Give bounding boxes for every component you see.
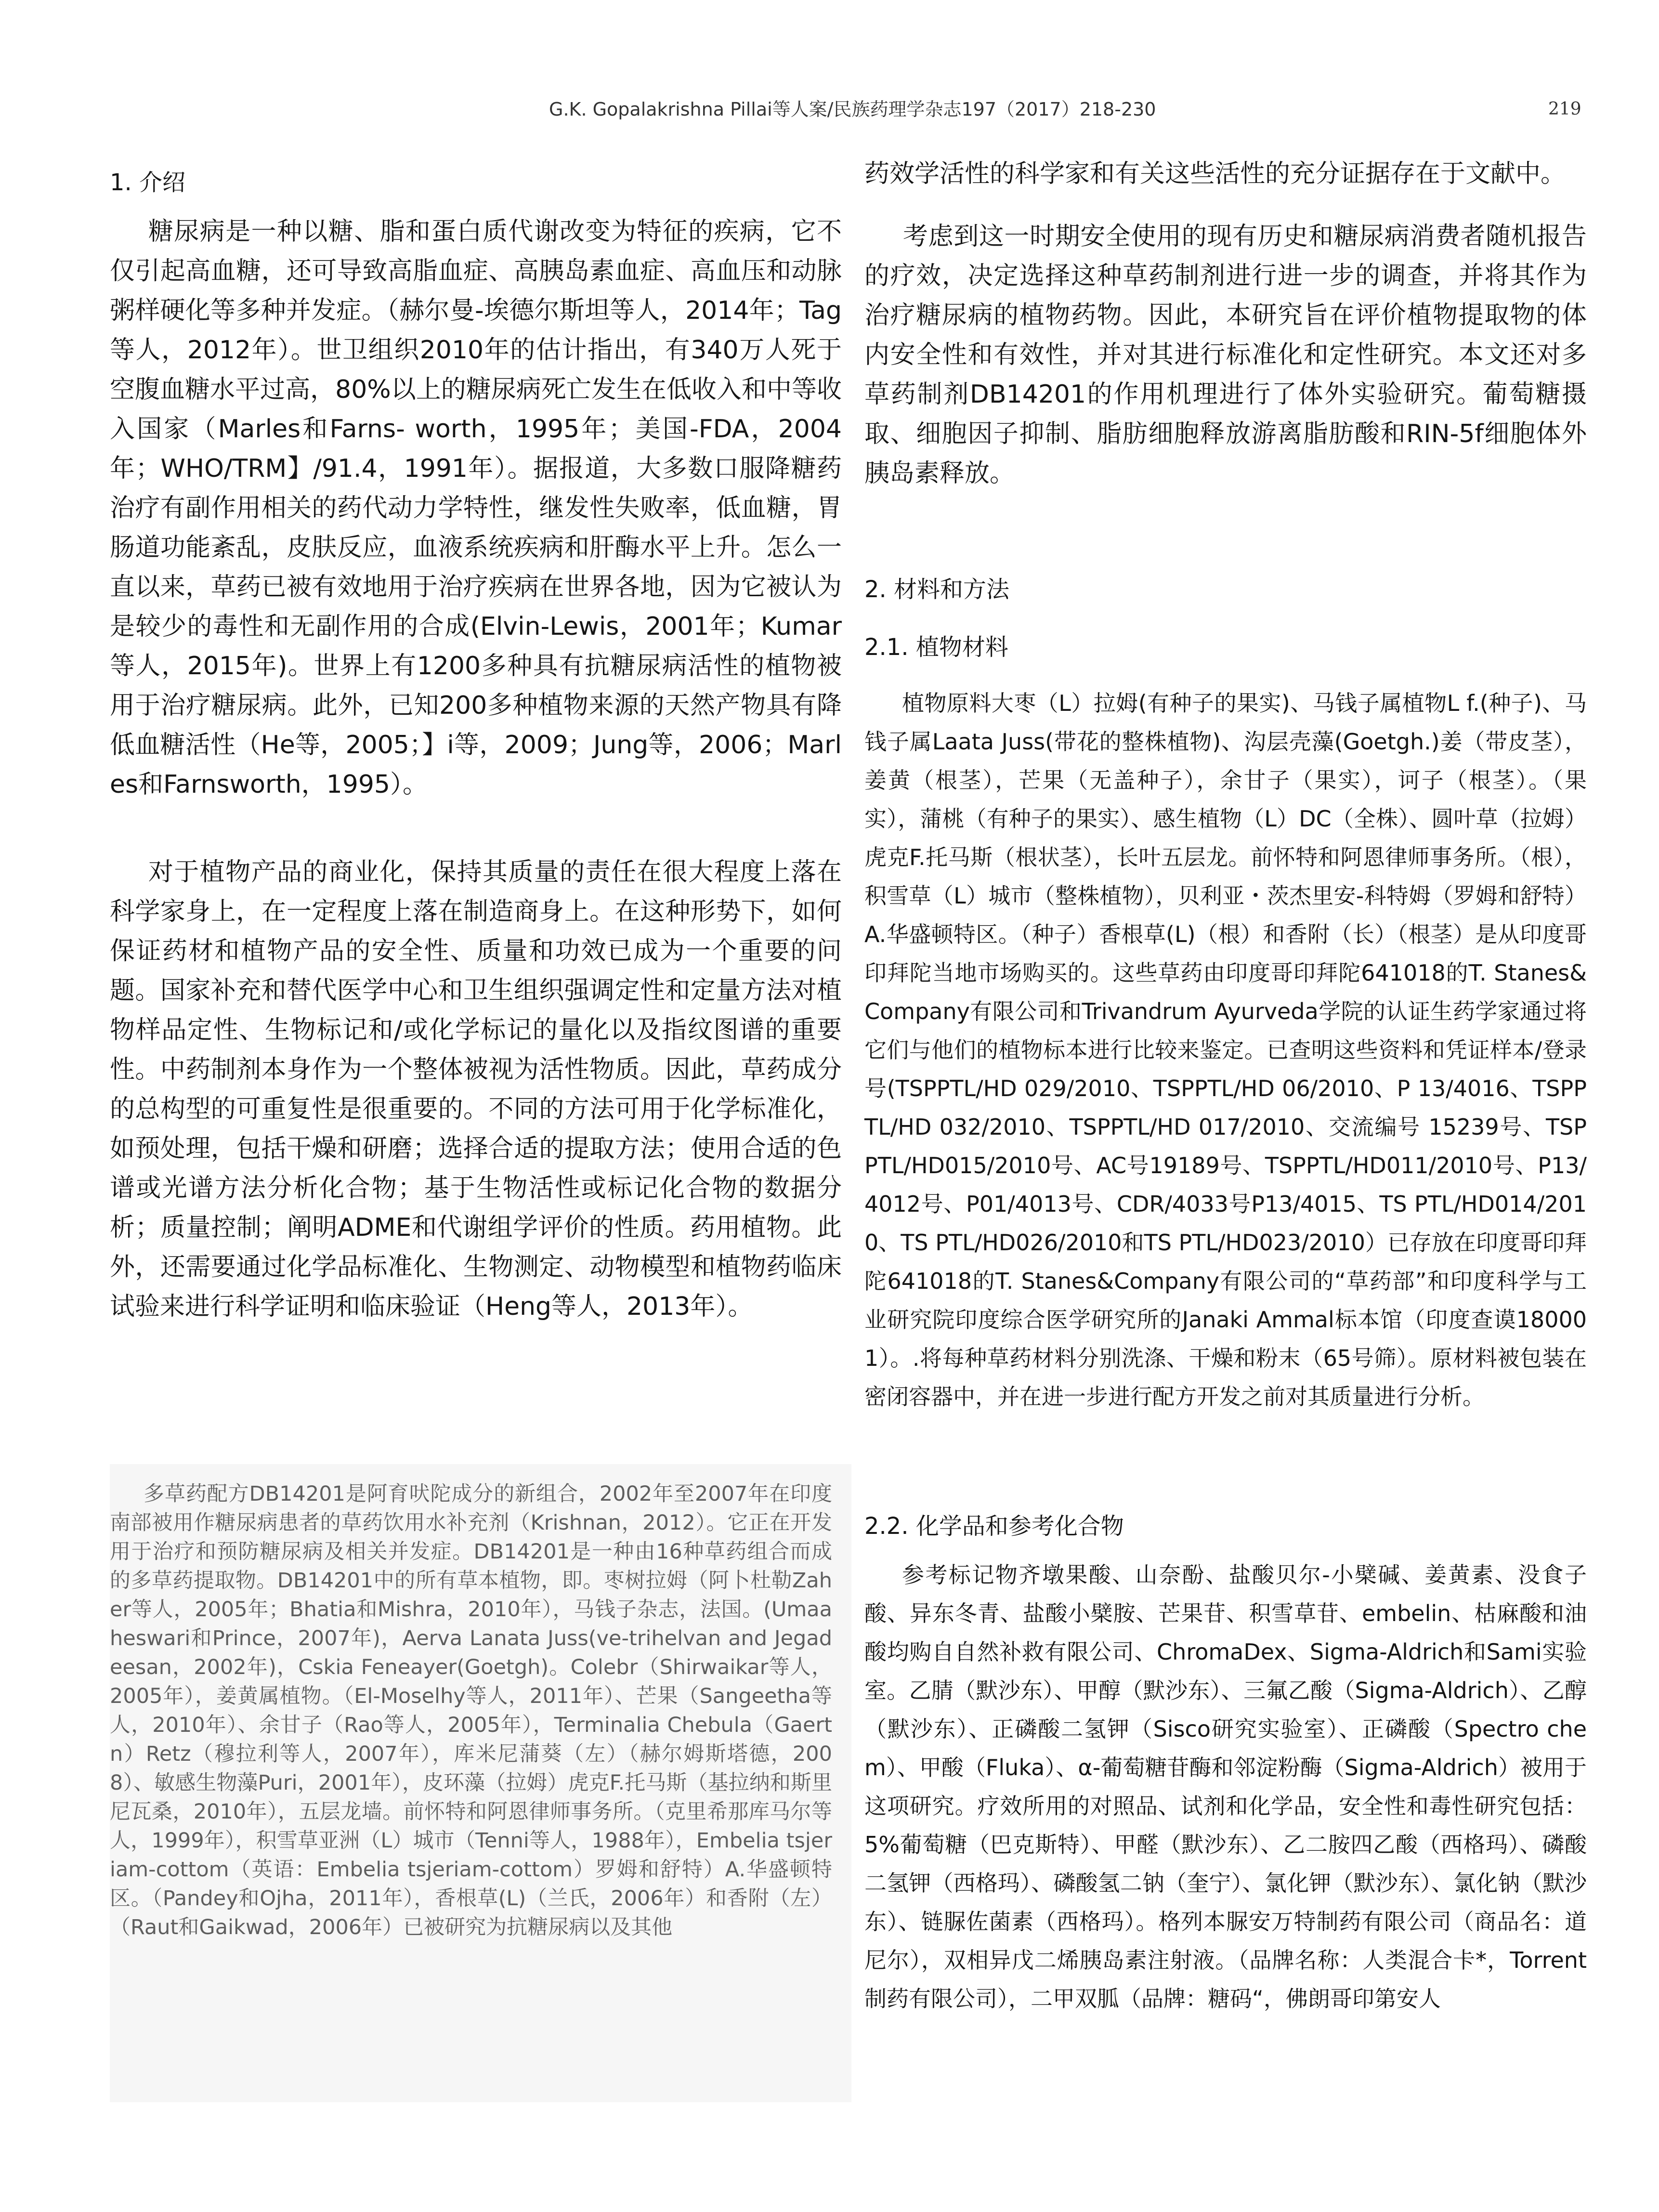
chemicals-paragraph: 参考标记物齐墩果酸、山奈酚、盐酸贝尔-小檗碱、姜黄素、没食子酸、异东冬青、盐酸小檗胺、芒果苷、积雪草苷、embelin、枯麻酸和油酸均购自自然补救有限公司、ChromaDex、Sigma-Aldrich和Sami实验室。乙腈（默沙东）、甲醇（默沙东）、三氟乙酸（Sigma-Aldrich）、乙醇（默沙东）、正磷酸二氢钾（Sisco研究实验室）、正磷酸（Spectro chem）、甲酸（Fluka）、α-葡萄糖苷酶和邻淀粉酶（Sigma-Aldrich）被用于这项研究。疗效所用的对照品、试剂和化学品，安全性和毒性研究包括：5%葡萄糖（巴克斯特）、甲醛（默沙东）、乙二胺四乙酸（西格玛）、磷酸二氢钾（西格玛）、磷酸氢二钠（奎宁）、氯化钾（默沙东）、氯化钠（默沙东）、链脲佐菌素（西格玛）。格列本脲安万特制药有限公司（商品名：道尼尔），双相异戊二烯胰岛素注射液。（品牌名称：人类混合卡*，Torrent制药有限公司），二甲双胍（品牌：糖码“，佛朗哥印第安人	[864, 1562, 1587, 2012]
intro-paragraph-3: 多草药配方DB14201是阿育吠陀成分的新组合，2002年至2007年在印度南部被用作糖尿病患者的草药饮用水补充剂（Krishnan，2012）。它正在开发用于治疗和预防糖尿病及相关并发症。DB14201是一种由16种草药组合而成的多草药提取物。DB14201中的所有草本植物，即。枣树拉姆（阿卜杜勒Zaher等人，2005年；Bhatia和Mishra，2010年），马钱子杂志，法国。(Umaaheswari和Prince，2007年)，Aerva Lanata Juss(ve-trihelvan and Jegadeesan，2002年)，Cskia Feneayer(Goetgh)。Colebr（Shirwaikar等人，2005年），姜黄属植物。（El-Moselhy等人，2011年）、芒果（Sangeetha等人，2010年）、余甘子（Rao等人，2005年），Terminalia Chebula（Gaertn）Retz（穆拉利等人，2007年），库米尼蒲葵（左）（赫尔姆斯塔德，2008）、敏感生物藻Puri，2001年），皮环藻（拉姆）虎克F.托马斯（基拉纳和斯里尼瓦桑，2010年），五层龙墙。前怀特和阿恩律师事务所。（克里希那库马尔等人，1999年），积雪草亚洲（L）城市（Tenni等人，1988年），Embelia tsjeriam-cottom（英语：Embelia tsjeriam-cottom）罗姆和舒特）A.华盛顿特区。（Pandey和Ojha，2011年），香根草(L)（兰氏，2006年）和香附（左）（Raut和Gaikwad，2006年）已被研究为抗糖尿病以及其他	[110, 1482, 832, 1939]
section-heading-introduction: 1. 介绍	[110, 169, 186, 196]
plant-material-paragraph: 植物原料大枣（L）拉姆(有种子的果实)、马钱子属植物L f.(种子)、马钱子属Laata Juss(带花的整株植物)、沟层壳藻(Goetgh.)姜（带皮茎），姜黄（根茎），芒果（无盖种子），余甘子（果实），诃子（根茎）。（果实），蒲桃（有种子的果实）、感生植物（L）DC（全株）、圆叶草（拉姆）虎克F.托马斯（根状茎），长叶五层龙。前怀特和阿恩律师事务所。（根），积雪草（L）城市（整株植物），贝利亚・茨杰里安-科特姆（罗姆和舒特）A.华盛顿特区。（种子）香根草(L)（根）和香附（长）（根茎）是从印度哥印拜陀当地市场购买的。这些草药由印度哥印拜陀641018的T. Stanes&Company有限公司和Trivandrum Ayurveda学院的认证生药学家通过将它们与他们的植物标本进行比较来鉴定。已查明这些资料和凭证样本/登录号(TSPPTL/HD 029/2010、TSPPTL/HD 06/2010、P 13/4016、TSPPTL/HD 032/2010、TSPPTL/HD 017/2010、交流编号 15239号、TSPPTL/HD015/2010号、AC号19189号、TSPPTL/HD011/2010号、P13/4012号、P01/4013号、CDR/4033号P13/4015、TS PTL/HD014/2010、TS PTL/HD026/2010和TS PTL/HD023/2010）已存放在印度哥印拜陀641018的T. Stanes&Company有限公司的“草药部”和印度科学与工业研究院印度综合医学研究所的Janaki Ammal标本馆（印度查谟180001）。.将每种草药材料分别洗涤、干燥和粉末（65号筛）。原材料被包装在密闭容器中，并在进一步进行配方开发之前对其质量进行分析。	[864, 690, 1587, 1410]
subsection-heading-plant-material: 2.1. 植物材料	[864, 634, 1008, 661]
section-heading-materials-methods: 2. 材料和方法	[864, 576, 1010, 603]
intro-paragraph-1: 糖尿病是一种以糖、脂和蛋白质代谢改变为特征的疾病，它不仅引起高血糖，还可导致高脂血症、高胰岛素血症、高血压和动脉粥样硬化等多种并发症。（赫尔曼-埃德尔斯坦等人，2014年；Tag等人，2012年）。世卫组织2010年的估计指出，有340万人死于空腹血糖水平过高，80%以上的糖尿病死亡发生在低收入和中等收入国家（Marles和Farns- worth，1995年；美国-FDA，2004年；WHO/TRM】/91.4，1991年）。据报道，大多数口服降糖药治疗有副作用相关的药代动力学特性，继发性失败率，低血糖，胃肠道功能紊乱，皮肤反应，血液系统疾病和肝酶水平上升。怎么一直以来，草药已被有效地用于治疗疾病在世界各地，因为它被认为是较少的毒性和无副作用的合成(Elvin-Lewis，2001年；Kumar等人，2015年)。世界上有1200多种具有抗糖尿病活性的植物被用于治疗糖尿病。此外，已知200多种植物来源的天然产物具有降低血糖活性（He等，2005；】i等，2009；Jung等，2006；Marles和Farnsworth，1995）。	[110, 217, 842, 799]
intro-paragraph-2: 对于植物产品的商业化，保持其质量的责任在很大程度上落在科学家身上，在一定程度上落在制造商身上。在这种形势下，如何保证药材和植物产品的安全性、质量和功效已成为一个重要的问题。国家补充和替代医学中心和卫生组织强调定性和定量方法对植物样品定性、生物标记和/或化学标记的量化以及指纹图谱的重要性。中药制剂本身作为一个整体被视为活性物质。因此，草药成分的总构型的可重复性是很重要的。不同的方法可用于化学标准化，如预处理，包括干燥和研磨；选择合适的提取方法；使用合适的色谱或光谱方法分析化合物；基于生物活性或标记化合物的数据分析；质量控制；阐明ADME和代谢组学评价的性质。药用植物。此外，还需要通过化学品标准化、生物测定、动物模型和植物药临床试验来进行科学证明和临床验证（Heng等人，2013年）。	[110, 858, 842, 1321]
running-header: G.K. Gopalakrishna Pillai等人案/民族药理学杂志197（2017）218-230	[549, 99, 1156, 120]
intro-continuation: 药效学活性的科学家和有关这些活性的充分证据存在于文献中。	[864, 159, 1566, 188]
page-number: 219	[1548, 99, 1581, 119]
intro-paragraph-4: 考虑到这一时期安全使用的现有历史和糖尿病消费者随机报告的疗效，决定选择这种草药制剂进行进一步的调查，并将其作为治疗糖尿病的植物药物。因此，本研究旨在评价植物提取物的体内安全性和有效性，并对其进行标准化和定性研究。本文还对多草药制剂DB14201的作用机理进行了体外实验研究。葡萄糖摄取、细胞因子抑制、脂肪细胞释放游离脂肪酸和RIN-5f细胞体外胰岛素释放。	[864, 222, 1587, 488]
subsection-heading-chemicals: 2.2. 化学品和参考化合物	[864, 1513, 1124, 1540]
